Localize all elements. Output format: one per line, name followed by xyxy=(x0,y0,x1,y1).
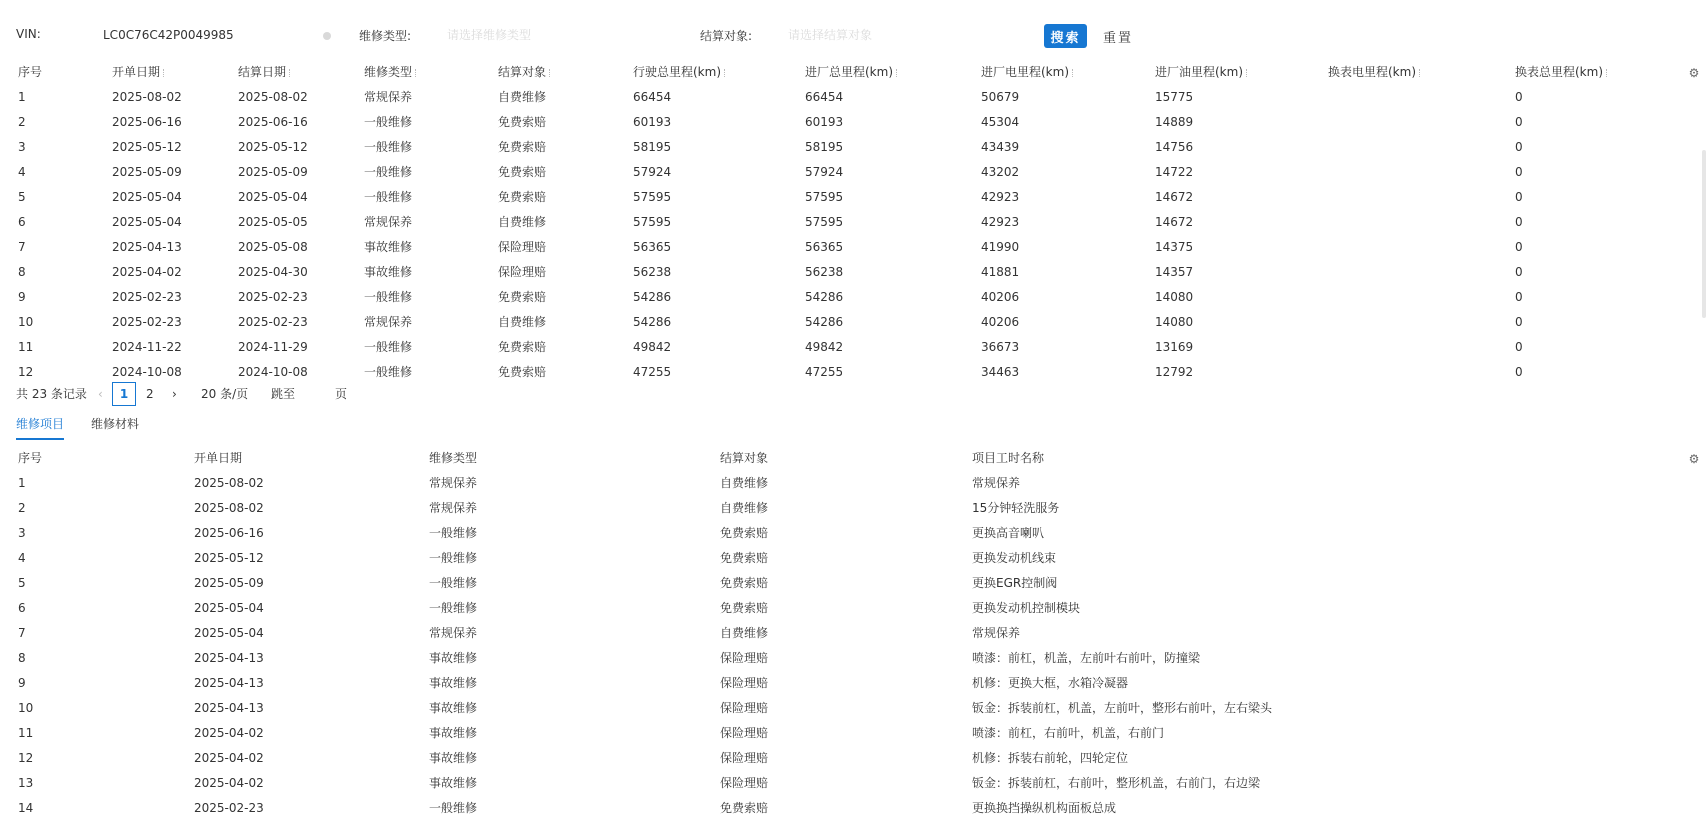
table-cell: 2025-08-02 xyxy=(238,90,308,104)
column-header[interactable] xyxy=(364,60,419,85)
column-header-label: 维修类型 xyxy=(429,451,478,465)
table-cell: 更换发动机线束 xyxy=(972,551,1057,565)
column-header[interactable] xyxy=(1155,60,1250,85)
table-cell: 54286 xyxy=(633,315,672,329)
table-row[interactable] xyxy=(0,746,1706,771)
table-cell: 42923 xyxy=(981,215,1020,229)
table-cell: 14672 xyxy=(1155,215,1194,229)
table-cell: 免费索赔 xyxy=(498,165,547,179)
table-cell: 14672 xyxy=(1155,190,1194,204)
pagination xyxy=(0,382,1706,406)
table-cell: 2025-04-30 xyxy=(238,265,308,279)
column-header[interactable] xyxy=(112,60,167,85)
settle-object-select[interactable] xyxy=(788,24,1008,46)
table-cell: 40206 xyxy=(981,290,1020,304)
table-cell: 一般维修 xyxy=(364,115,413,129)
table-row[interactable] xyxy=(0,335,1706,360)
sort-icon[interactable] xyxy=(1606,69,1610,77)
sort-icon[interactable] xyxy=(724,69,728,77)
table-cell: 一般维修 xyxy=(429,801,478,815)
table-cell: 免费索赔 xyxy=(720,801,769,815)
next-page-button[interactable]: › xyxy=(172,387,177,401)
search-button[interactable]: 搜索 xyxy=(1044,24,1087,48)
column-header-label: 开单日期 xyxy=(194,451,243,465)
column-header-label: 序号 xyxy=(18,65,43,79)
table-cell: 0 xyxy=(1515,315,1523,329)
clear-icon[interactable] xyxy=(323,32,331,40)
column-header-label: 维修类型 xyxy=(364,65,413,79)
table-cell: 14080 xyxy=(1155,290,1194,304)
table-cell: 0 xyxy=(1515,265,1523,279)
gear-icon[interactable]: ⚙ xyxy=(1688,452,1700,466)
sort-icon[interactable] xyxy=(896,69,900,77)
table-cell: 2025-05-04 xyxy=(194,601,264,615)
prev-page-button[interactable]: ‹ xyxy=(98,387,103,401)
table-cell: 4 xyxy=(18,551,26,565)
table-cell: 自费维修 xyxy=(498,90,547,104)
table-cell: 54286 xyxy=(805,315,844,329)
table-cell: 3 xyxy=(18,140,26,154)
table-cell: 2025-05-04 xyxy=(238,190,308,204)
table-cell: 机修：拆装右前轮，四轮定位 xyxy=(972,751,1129,765)
table-cell: 0 xyxy=(1515,90,1523,104)
table-cell: 36673 xyxy=(981,340,1020,354)
table-cell: 12 xyxy=(18,365,34,379)
table-cell: 2025-05-09 xyxy=(194,576,264,590)
table-cell: 2025-04-02 xyxy=(112,265,182,279)
table-cell: 一般维修 xyxy=(364,190,413,204)
table-cell: 54286 xyxy=(805,290,844,304)
table-row[interactable] xyxy=(0,210,1706,235)
table-cell: 14 xyxy=(18,801,34,815)
table-row[interactable] xyxy=(0,671,1706,696)
column-header-label: 项目工时名称 xyxy=(972,451,1045,465)
table-row[interactable] xyxy=(0,496,1706,521)
table-row[interactable] xyxy=(0,646,1706,671)
table-cell: 喷漆：前杠，右前叶，机盖，右前门 xyxy=(972,726,1165,740)
table-row[interactable] xyxy=(0,110,1706,135)
table-cell: 2025-02-23 xyxy=(112,315,182,329)
gear-icon[interactable]: ⚙ xyxy=(1688,66,1700,80)
table-cell: 4 xyxy=(18,165,26,179)
table-cell: 14889 xyxy=(1155,115,1194,129)
table-cell: 2024-10-08 xyxy=(238,365,308,379)
table-cell: 2024-11-22 xyxy=(112,340,182,354)
page-unit-label: 页 xyxy=(335,387,348,401)
table-cell: 常规保养 xyxy=(972,626,1021,640)
table-cell: 2 xyxy=(18,115,26,129)
table-row[interactable] xyxy=(0,185,1706,210)
table-cell: 57595 xyxy=(633,190,672,204)
table-row[interactable] xyxy=(0,771,1706,796)
table-cell: 2025-05-04 xyxy=(112,215,182,229)
table-cell: 14756 xyxy=(1155,140,1194,154)
sort-icon[interactable] xyxy=(415,69,419,77)
table-cell: 1 xyxy=(18,90,26,104)
page-1-button[interactable]: 1 xyxy=(112,382,136,406)
jump-page-input[interactable] xyxy=(301,382,331,406)
table-cell: 事故维修 xyxy=(429,776,478,790)
table-cell: 免费索赔 xyxy=(498,115,547,129)
table-cell: 15775 xyxy=(1155,90,1194,104)
table-cell: 更换换挡操纵机构面板总成 xyxy=(972,801,1117,815)
table-cell: 0 xyxy=(1515,365,1523,379)
detail-table-header xyxy=(0,446,1706,471)
table-cell: 事故维修 xyxy=(364,265,413,279)
main-table-header xyxy=(0,60,1706,85)
table-cell: 2025-04-02 xyxy=(194,751,264,765)
table-cell: 34463 xyxy=(981,365,1020,379)
table-cell: 3 xyxy=(18,526,26,540)
table-cell: 保险理赔 xyxy=(720,726,769,740)
page-2-button[interactable]: 2 xyxy=(146,387,154,401)
table-row[interactable] xyxy=(0,721,1706,746)
table-cell: 一般维修 xyxy=(429,601,478,615)
table-cell: 6 xyxy=(18,215,26,229)
column-header xyxy=(720,446,768,471)
repair-type-select[interactable] xyxy=(447,24,667,46)
table-cell: 2025-04-02 xyxy=(194,726,264,740)
table-cell: 2025-05-09 xyxy=(112,165,182,179)
column-header[interactable] xyxy=(498,60,553,85)
vin-input[interactable] xyxy=(103,24,318,46)
table-cell: 一般维修 xyxy=(429,576,478,590)
table-cell: 9 xyxy=(18,290,26,304)
table-cell: 常规保养 xyxy=(364,90,413,104)
table-cell: 2025-05-12 xyxy=(194,551,264,565)
table-cell: 保险理赔 xyxy=(720,751,769,765)
table-cell: 常规保养 xyxy=(429,626,478,640)
table-cell: 2025-02-23 xyxy=(238,315,308,329)
column-header-label: 换表电里程(km) xyxy=(1328,65,1417,79)
table-row[interactable] xyxy=(0,621,1706,646)
table-cell: 57924 xyxy=(805,165,844,179)
table-cell: 事故维修 xyxy=(364,240,413,254)
sort-icon[interactable] xyxy=(289,69,293,77)
table-cell: 保险理赔 xyxy=(720,776,769,790)
column-header-label: 行驶总里程(km) xyxy=(633,65,722,79)
column-header-label: 进厂电里程(km) xyxy=(981,65,1070,79)
table-cell: 2025-08-02 xyxy=(194,476,264,490)
table-cell: 7 xyxy=(18,240,26,254)
table-cell: 常规保养 xyxy=(972,476,1021,490)
table-cell: 41881 xyxy=(981,265,1020,279)
repair-items-table xyxy=(0,446,1706,836)
tab-repair-items[interactable]: 维修项目 xyxy=(16,410,64,440)
table-cell: 保险理赔 xyxy=(720,701,769,715)
table-row[interactable] xyxy=(0,546,1706,571)
table-cell: 57595 xyxy=(805,215,844,229)
table-cell: 自费维修 xyxy=(498,215,547,229)
table-cell: 事故维修 xyxy=(429,726,478,740)
table-cell: 12 xyxy=(18,751,34,765)
table-cell: 56238 xyxy=(633,265,672,279)
column-header-label: 开单日期 xyxy=(112,65,161,79)
table-cell: 2025-06-16 xyxy=(194,526,264,540)
table-cell: 43202 xyxy=(981,165,1020,179)
table-cell: 2025-04-13 xyxy=(112,240,182,254)
table-cell: 60193 xyxy=(633,115,672,129)
table-cell: 0 xyxy=(1515,240,1523,254)
vin-label: VIN: xyxy=(16,27,41,41)
table-cell: 一般维修 xyxy=(429,551,478,565)
column-header[interactable] xyxy=(1515,60,1610,85)
table-cell: 钣金：拆装前杠，右前叶，整形机盖，右前门，右边梁 xyxy=(972,776,1261,790)
table-cell: 一般维修 xyxy=(364,340,413,354)
table-cell: 自费维修 xyxy=(720,626,769,640)
table-cell: 42923 xyxy=(981,190,1020,204)
table-cell: 一般维修 xyxy=(364,290,413,304)
table-row[interactable] xyxy=(0,260,1706,285)
settle-object-label: 结算对象: xyxy=(700,29,753,43)
table-cell: 2025-06-16 xyxy=(112,115,182,129)
table-cell: 常规保养 xyxy=(364,215,413,229)
table-row[interactable] xyxy=(0,471,1706,496)
sort-icon[interactable] xyxy=(1072,69,1076,77)
table-cell: 5 xyxy=(18,576,26,590)
table-cell: 58195 xyxy=(805,140,844,154)
jump-label: 跳至 xyxy=(271,387,296,401)
table-cell: 一般维修 xyxy=(429,526,478,540)
column-header-label: 结算日期 xyxy=(238,65,287,79)
table-cell: 0 xyxy=(1515,140,1523,154)
table-cell: 47255 xyxy=(805,365,844,379)
table-cell: 6 xyxy=(18,601,26,615)
table-cell: 8 xyxy=(18,651,26,665)
table-cell: 一般维修 xyxy=(364,365,413,379)
table-row[interactable] xyxy=(0,160,1706,185)
table-cell: 2025-02-23 xyxy=(238,290,308,304)
column-header[interactable] xyxy=(238,60,293,85)
table-cell: 2024-11-29 xyxy=(238,340,308,354)
table-row[interactable] xyxy=(0,596,1706,621)
table-cell: 10 xyxy=(18,701,34,715)
table-cell: 12792 xyxy=(1155,365,1194,379)
maintenance-records-table xyxy=(0,60,1706,382)
table-cell: 2025-05-12 xyxy=(112,140,182,154)
table-cell: 56365 xyxy=(805,240,844,254)
table-cell: 自费维修 xyxy=(720,476,769,490)
table-cell: 一般维修 xyxy=(364,140,413,154)
table-cell: 11 xyxy=(18,340,34,354)
table-cell: 1 xyxy=(18,476,26,490)
table-cell: 47255 xyxy=(633,365,672,379)
table-row[interactable] xyxy=(0,571,1706,596)
table-cell: 60193 xyxy=(805,115,844,129)
sort-icon[interactable] xyxy=(163,69,167,77)
table-cell: 66454 xyxy=(805,90,844,104)
table-cell: 40206 xyxy=(981,315,1020,329)
table-cell: 2025-02-23 xyxy=(112,290,182,304)
column-header-label: 进厂油里程(km) xyxy=(1155,65,1244,79)
table-cell: 2025-05-05 xyxy=(238,215,308,229)
table-cell: 8 xyxy=(18,265,26,279)
column-header xyxy=(429,446,477,471)
table-row[interactable] xyxy=(0,360,1706,382)
table-cell: 2025-06-16 xyxy=(238,115,308,129)
table-cell: 免费索赔 xyxy=(720,551,769,565)
table-cell: 14722 xyxy=(1155,165,1194,179)
table-cell: 2 xyxy=(18,501,26,515)
page-size-select[interactable]: 20 条/页 xyxy=(201,387,249,401)
table-cell: 一般维修 xyxy=(364,165,413,179)
table-cell: 免费索赔 xyxy=(498,290,547,304)
table-cell: 免费索赔 xyxy=(720,601,769,615)
column-header xyxy=(18,60,42,85)
column-header-label: 序号 xyxy=(18,451,43,465)
column-header-label: 结算对象 xyxy=(498,65,547,79)
table-cell: 保险理赔 xyxy=(498,265,547,279)
column-header xyxy=(18,446,42,471)
column-header xyxy=(194,446,242,471)
table-row[interactable] xyxy=(0,285,1706,310)
table-cell: 保险理赔 xyxy=(498,240,547,254)
table-cell: 0 xyxy=(1515,340,1523,354)
table-cell: 14375 xyxy=(1155,240,1194,254)
sort-icon[interactable] xyxy=(1246,69,1250,77)
table-cell: 57595 xyxy=(805,190,844,204)
table-cell: 2024-10-08 xyxy=(112,365,182,379)
column-header[interactable] xyxy=(805,60,900,85)
table-cell: 事故维修 xyxy=(429,701,478,715)
table-cell: 更换EGR控制阀 xyxy=(972,576,1058,590)
table-cell: 常规保养 xyxy=(364,315,413,329)
table-cell: 常规保养 xyxy=(429,476,478,490)
table-cell: 2025-05-04 xyxy=(194,626,264,640)
table-cell: 2025-08-02 xyxy=(112,90,182,104)
table-cell: 钣金：拆装前杠，机盖，左前叶，整形右前叶，左右梁头 xyxy=(972,701,1273,715)
table-cell: 10 xyxy=(18,315,34,329)
table-cell: 49842 xyxy=(633,340,672,354)
table-cell: 事故维修 xyxy=(429,651,478,665)
table-cell: 13169 xyxy=(1155,340,1194,354)
table-cell: 7 xyxy=(18,626,26,640)
table-cell: 45304 xyxy=(981,115,1020,129)
table-row[interactable] xyxy=(0,135,1706,160)
table-cell: 2025-04-13 xyxy=(194,701,264,715)
table-cell: 54286 xyxy=(633,290,672,304)
table-row[interactable] xyxy=(0,310,1706,335)
table-row[interactable] xyxy=(0,521,1706,546)
column-header-label: 结算对象 xyxy=(720,451,769,465)
table-cell: 0 xyxy=(1515,165,1523,179)
table-cell: 50679 xyxy=(981,90,1020,104)
table-cell: 自费维修 xyxy=(498,315,547,329)
table-cell: 常规保养 xyxy=(429,501,478,515)
table-cell: 2025-08-02 xyxy=(194,501,264,515)
column-header[interactable] xyxy=(1328,60,1423,85)
table-cell: 57595 xyxy=(633,215,672,229)
table-cell: 保险理赔 xyxy=(720,651,769,665)
table-cell: 喷漆：前杠，机盖，左前叶右前叶，防撞梁 xyxy=(972,651,1201,665)
table-cell: 事故维修 xyxy=(429,751,478,765)
column-header-label: 进厂总里程(km) xyxy=(805,65,894,79)
table-cell: 14357 xyxy=(1155,265,1194,279)
table-cell: 2025-04-02 xyxy=(194,776,264,790)
table-cell: 2025-05-08 xyxy=(238,240,308,254)
table-cell: 0 xyxy=(1515,115,1523,129)
table-cell: 机修：更换大框，水箱冷凝器 xyxy=(972,676,1129,690)
table-cell: 2025-04-13 xyxy=(194,651,264,665)
tab-repair-materials[interactable]: 维修材料 xyxy=(91,417,140,431)
reset-button[interactable]: 重置 xyxy=(1094,24,1142,48)
sort-icon[interactable] xyxy=(1419,69,1423,77)
table-cell: 0 xyxy=(1515,190,1523,204)
table-cell: 49842 xyxy=(805,340,844,354)
table-cell: 自费维修 xyxy=(720,501,769,515)
detail-tabs xyxy=(0,410,1706,440)
table-cell: 2025-04-13 xyxy=(194,676,264,690)
table-cell: 15分钟轻洗服务 xyxy=(972,501,1060,515)
total-records: 共 23 条记录 xyxy=(16,387,87,401)
table-cell: 免费索赔 xyxy=(498,340,547,354)
table-cell: 免费索赔 xyxy=(720,526,769,540)
table-cell: 2025-05-04 xyxy=(112,190,182,204)
table-cell: 57924 xyxy=(633,165,672,179)
table-cell: 事故维修 xyxy=(429,676,478,690)
table-cell: 43439 xyxy=(981,140,1020,154)
table-row[interactable] xyxy=(0,796,1706,821)
table-cell: 更换高音喇叭 xyxy=(972,526,1045,540)
table-cell: 2025-02-23 xyxy=(194,801,264,815)
table-cell: 13 xyxy=(18,776,34,790)
table-cell: 56238 xyxy=(805,265,844,279)
table-cell: 2025-05-12 xyxy=(238,140,308,154)
repair-type-label: 维修类型: xyxy=(359,29,412,43)
table-cell: 更换发动机控制模块 xyxy=(972,601,1081,615)
table-cell: 免费索赔 xyxy=(498,140,547,154)
table-row[interactable] xyxy=(0,85,1706,110)
table-cell: 0 xyxy=(1515,215,1523,229)
sort-icon[interactable] xyxy=(549,69,553,77)
column-header[interactable] xyxy=(633,60,728,85)
table-cell: 2025-05-09 xyxy=(238,165,308,179)
table-cell: 免费索赔 xyxy=(498,365,547,379)
table-cell: 58195 xyxy=(633,140,672,154)
table-cell: 11 xyxy=(18,726,34,740)
table-row[interactable] xyxy=(0,696,1706,721)
table-cell: 9 xyxy=(18,676,26,690)
column-header-label: 换表总里程(km) xyxy=(1515,65,1604,79)
table-cell: 41990 xyxy=(981,240,1020,254)
table-cell: 保险理赔 xyxy=(720,676,769,690)
table-cell: 14080 xyxy=(1155,315,1194,329)
column-header[interactable] xyxy=(981,60,1076,85)
table-cell: 66454 xyxy=(633,90,672,104)
table-cell: 免费索赔 xyxy=(498,190,547,204)
table-cell: 免费索赔 xyxy=(720,576,769,590)
column-header xyxy=(972,446,1044,471)
table-cell: 0 xyxy=(1515,290,1523,304)
table-cell: 56365 xyxy=(633,240,672,254)
table-cell: 5 xyxy=(18,190,26,204)
table-row[interactable] xyxy=(0,235,1706,260)
